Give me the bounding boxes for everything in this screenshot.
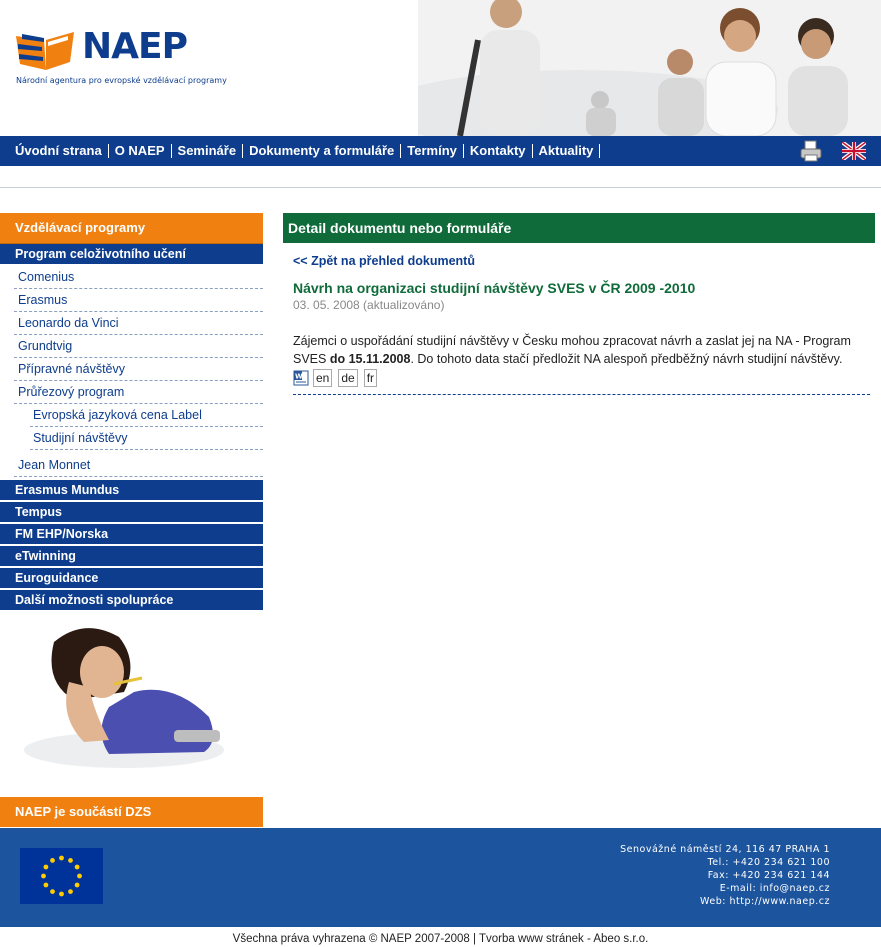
eu-star bbox=[44, 865, 49, 870]
book-logo-icon bbox=[16, 30, 76, 74]
nav-contacts[interactable]: Kontakty bbox=[464, 144, 533, 158]
footer-fax: Fax: +420 234 621 144 bbox=[707, 870, 830, 881]
logo-wordmark: NAEP bbox=[82, 26, 187, 67]
nav-home[interactable]: Úvodní strana bbox=[9, 144, 109, 158]
back-to-documents-link[interactable]: << Zpět na přehled dokumentů bbox=[293, 254, 475, 268]
student-photo bbox=[14, 622, 234, 772]
dzs-label: NAEP je součástí DZS bbox=[15, 804, 152, 819]
sidebar bbox=[0, 213, 263, 612]
eu-star bbox=[68, 858, 73, 863]
download-en-link[interactable]: en bbox=[313, 369, 332, 387]
sidebar-heading[interactable]: Vzdělávací programy bbox=[0, 213, 263, 244]
eu-star bbox=[44, 883, 49, 888]
footer-address: Senovážné náměstí 24, 116 47 PRAHA 1 bbox=[620, 844, 830, 855]
eu-star bbox=[50, 889, 55, 894]
sidebar-item-transversal[interactable]: Průřezový program bbox=[14, 381, 263, 404]
nav-seminars[interactable]: Semináře bbox=[172, 144, 244, 158]
nav-documents[interactable]: Dokumenty a formuláře bbox=[243, 144, 401, 158]
svg-text:W: W bbox=[295, 372, 303, 381]
printer-icon[interactable] bbox=[800, 140, 822, 162]
page-footer bbox=[0, 828, 881, 927]
eu-star bbox=[75, 883, 80, 888]
sidebar-group-lifelong[interactable]: Program celoživotního učení bbox=[0, 244, 263, 264]
logo-subtitle: Národní agentura pro evropské vzdělávací programy bbox=[16, 76, 227, 85]
sidebar-program-tempus[interactable]: Tempus bbox=[0, 502, 263, 522]
nav-news[interactable]: Aktuality bbox=[533, 144, 601, 158]
sidebar-item-comenius[interactable]: Comenius bbox=[14, 266, 263, 289]
dzs-banner[interactable] bbox=[0, 797, 263, 827]
eu-star bbox=[41, 874, 46, 879]
footer-contact bbox=[620, 843, 830, 908]
sidebar-program-fm-ehp[interactable]: FM EHP/Norska bbox=[0, 524, 263, 544]
document-title[interactable]: Návrh na organizaci studijní návštěvy SVES v ČR 2009 -2010 bbox=[293, 280, 696, 296]
eu-star bbox=[75, 865, 80, 870]
footer-tel: Tel.: +420 234 621 100 bbox=[707, 857, 830, 868]
footer-email[interactable]: E-mail: info@naep.cz bbox=[719, 883, 830, 894]
nav-dates[interactable]: Termíny bbox=[401, 144, 464, 158]
download-de-link[interactable]: de bbox=[338, 369, 357, 387]
page-header bbox=[0, 0, 881, 136]
description-deadline: do 15.11.2008 bbox=[329, 352, 411, 366]
eu-star bbox=[77, 874, 82, 879]
content-heading bbox=[283, 213, 875, 243]
main-navigation bbox=[0, 136, 881, 166]
footer-web[interactable]: Web: http://www.naep.cz bbox=[700, 896, 830, 907]
sidebar-program-other[interactable]: Další možnosti spolupráce bbox=[0, 590, 263, 610]
eu-star bbox=[68, 889, 73, 894]
eu-star bbox=[50, 858, 55, 863]
nav-about[interactable]: O NAEP bbox=[109, 144, 172, 158]
download-fr-link[interactable]: fr bbox=[364, 369, 377, 387]
eu-star bbox=[59, 892, 64, 897]
sidebar-item-erasmus[interactable]: Erasmus bbox=[14, 289, 263, 312]
description-text: Zájemci o uspořádání studijní návštěvy v Česku mohou zpracovat návrh a zaslat jej na NA - Program SVES bbox=[293, 334, 851, 366]
content-heading-text: Detail dokumentu nebo formuláře bbox=[288, 220, 512, 236]
document-files bbox=[293, 369, 383, 387]
document-date: 03. 05. 2008 (aktualizováno) bbox=[293, 298, 445, 312]
word-document-icon[interactable] bbox=[293, 370, 309, 386]
eu-star bbox=[59, 856, 64, 861]
header-divider bbox=[0, 187, 881, 188]
uk-flag-icon[interactable] bbox=[842, 142, 866, 160]
sidebar-item-preparatory[interactable]: Přípravné návštěvy bbox=[14, 358, 263, 381]
eu-flag-icon bbox=[20, 848, 103, 904]
sidebar-item-jean-monnet[interactable]: Jean Monnet bbox=[14, 450, 263, 477]
sidebar-program-euroguidance[interactable]: Euroguidance bbox=[0, 568, 263, 588]
sidebar-program-erasmus-mundus[interactable]: Erasmus Mundus bbox=[0, 480, 263, 500]
sidebar-subitem-label[interactable]: Evropská jazyková cena Label bbox=[30, 404, 263, 427]
sidebar-program-etwinning[interactable]: eTwinning bbox=[0, 546, 263, 566]
copyright-line: Všechna práva vyhrazena © NAEP 2007-2008 | Tvorba www stránek - Abeo s.r.o. bbox=[232, 933, 649, 945]
header-photo bbox=[418, 0, 881, 136]
naep-logo[interactable] bbox=[16, 26, 227, 90]
content-divider bbox=[293, 394, 870, 395]
description-text-end: . Do tohoto data stačí předložit NA alespoň předběžný návrh studijní návštěvy. bbox=[410, 352, 843, 366]
document-description bbox=[293, 332, 873, 368]
sidebar-item-leonardo[interactable]: Leonardo da Vinci bbox=[14, 312, 263, 335]
sidebar-item-grundtvig[interactable]: Grundtvig bbox=[14, 335, 263, 358]
sidebar-subitem-study-visits[interactable]: Studijní návštěvy bbox=[30, 427, 263, 450]
